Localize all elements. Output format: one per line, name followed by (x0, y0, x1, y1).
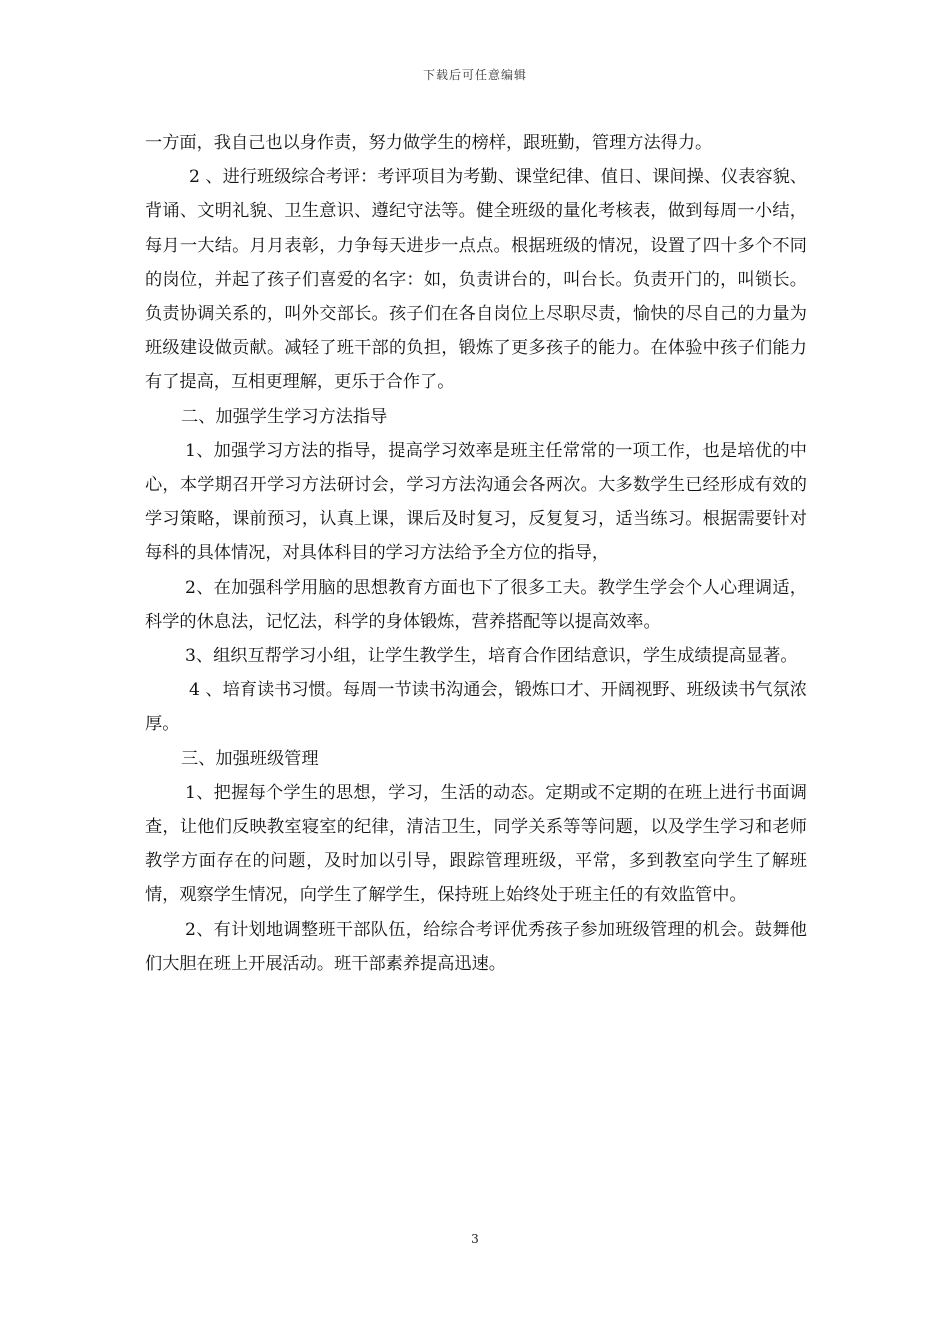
paragraph-continuation: 一方面，我自己也以身作责，努力做学生的榜样，跟班勤，管理方法得力。 (145, 133, 713, 153)
paragraph-class-evaluation: 2 、进行班级综合考评：考评项目为考勤、课堂纪律、值日、课间操、仪表容貌、背诵、文明礼貌、卫生意识、遵纪守法等。健全班级的量化考核表，做到每周一小结，每月一大结。月月表彰，力争每天进步一点点。根据班级的情况，设置了四十多个不同的岗位，并起了孩子们喜爱的名字：如，负责讲台的，叫台长。负责开门的，叫锁长。负责协调关系的，叫外交部长。孩子们在各自岗位上尽职尽责，愉快的尽自己的力量为班级建设做贡献。减轻了班干部的负担，锻炼了更多孩子的能力。在体验中孩子们能力有了提高，互相更理解，更乐于合作了。 (145, 167, 807, 393)
paragraph-study-groups: 3、组织互帮学习小组，让学生教学生，培育合作团结意识，学生成绩提高显著。 (185, 646, 798, 667)
paragraph-class-cadres: 2、有计划地调整班干部队伍，给综合考评优秀孩子参加班级管理的机会。鼓舞他们大胆在班上开展活动。班干部素养提高迅速。 (145, 919, 807, 974)
paragraph-reading-habits: 4 、培育读书习惯。每周一节读书沟通会，锻炼口才、开阔视野、班级读书气氛浓厚。 (145, 680, 807, 735)
paragraph-brain-use: 2、在加强科学用脑的思想教育方面也下了很多工夫。教学生学会个人心理调适，科学的休息法，记忆法，科学的身体锻炼，营养搭配等以提高效率。 (145, 577, 807, 632)
paragraph-student-dynamics: 1、把握每个学生的思想，学习，生活的动态。定期或不定期的在班上进行书面调查，让他们反映教室寝室的纪律，清洁卫生，同学关系等等问题，以及学生学习和老师教学方面存在的问题，及时加以引导，跟踪管理班级，平常，多到教室向学生了解班情，观察学生情况，向学生了解学生，保持班上始终处于班主任的有效监管中。 (145, 782, 807, 906)
paragraph-study-guidance: 1、加强学习方法的指导，提高学习效率是班主任常常的一项工作，也是培优的中心，本学期召开学习方法研讨会，学习方法沟通会各两次。大多数学生已经形成有效的学习策略，课前预习，认真上课，课后及时复习，反复复习，适当练习。根据需要针对每科的具体情况，对具体科目的学习方法给予全方位的指导， (145, 440, 807, 564)
section-heading-study-methods: 二、加强学生学习方法指导 (181, 406, 388, 427)
page-header-note: 下载后可任意编辑 (422, 68, 527, 82)
document-body (145, 126, 807, 981)
page-number: 3 (471, 1232, 479, 1246)
section-heading-class-management: 三、加强班级管理 (181, 748, 319, 769)
